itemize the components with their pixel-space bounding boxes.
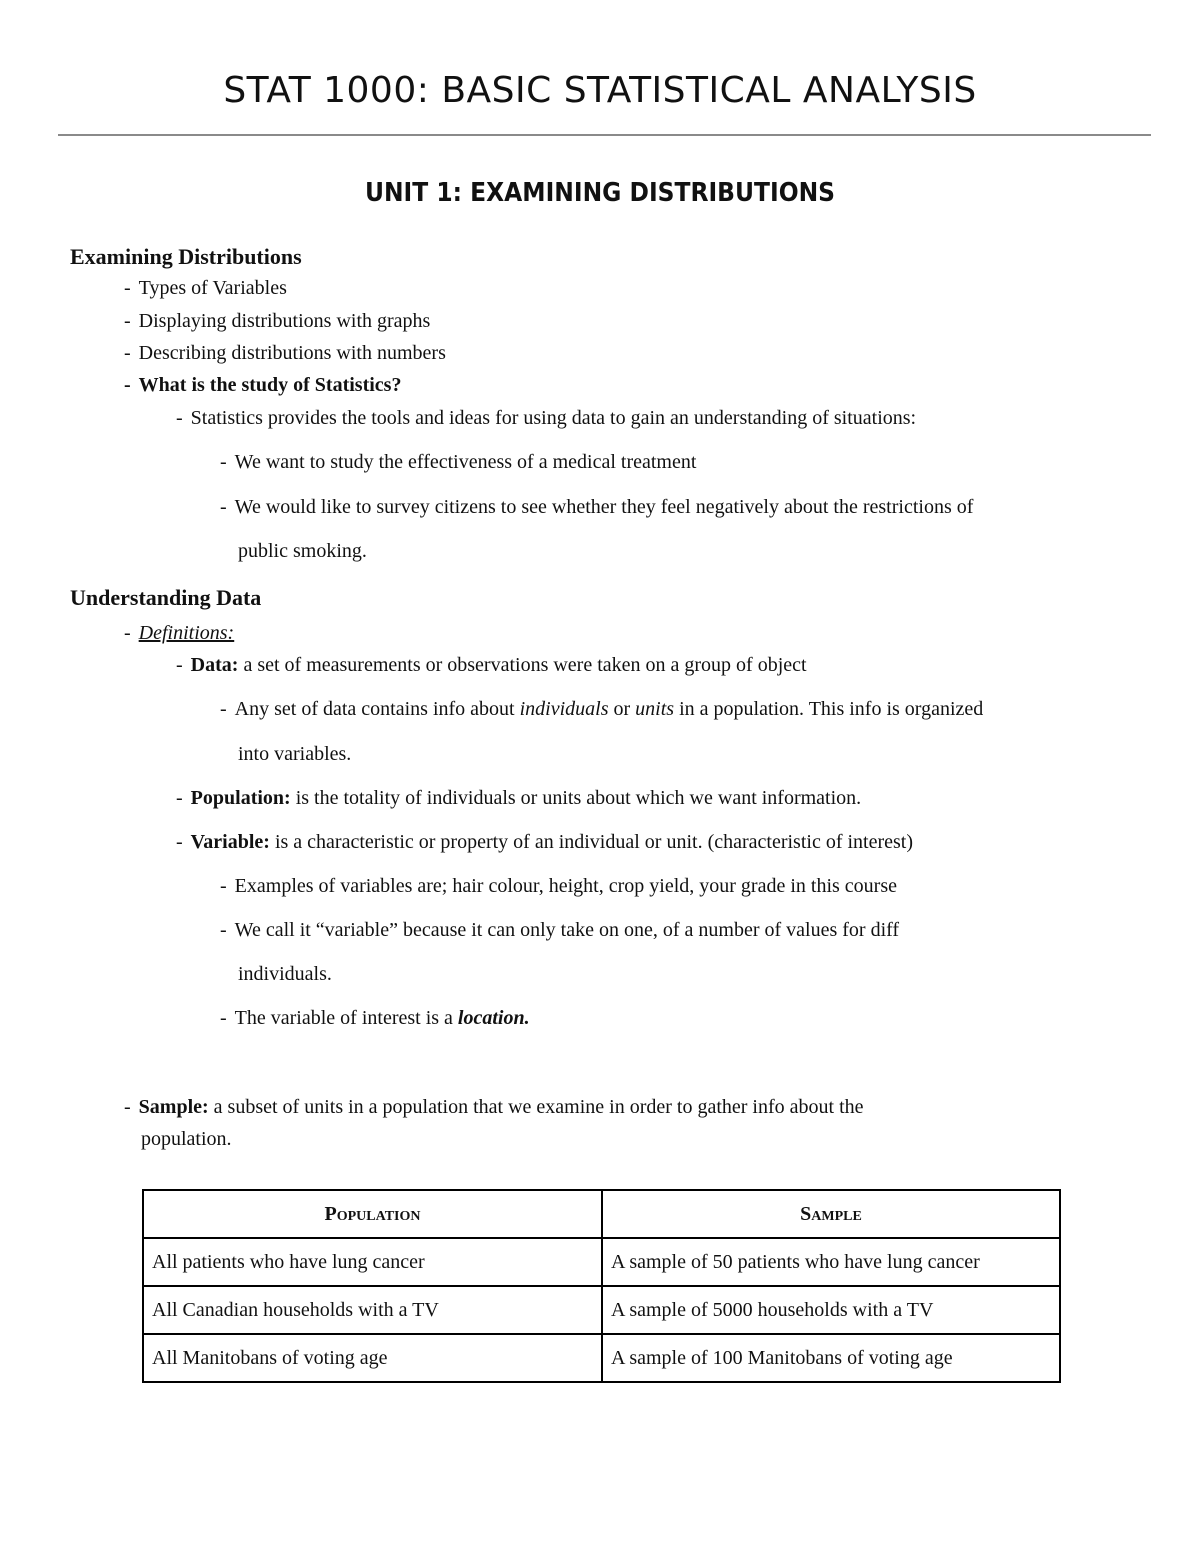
definition-data-note: - Any set of data contains info about individuals or units in a population. This info is organized	[220, 698, 984, 720]
list-item: - Describing distributions with numbers	[124, 342, 446, 364]
column-header-sample: Sample	[602, 1190, 1060, 1238]
list-item: - Types of Variables	[124, 277, 287, 299]
column-header-population: Population	[143, 1190, 602, 1238]
definition-sample-continued: population.	[141, 1128, 232, 1150]
variable-examples: - Examples of variables are; hair colour, height, crop yield, your grade in this course	[220, 875, 897, 897]
section-heading-examining-distributions: Examining Distributions	[70, 244, 302, 269]
table-cell: A sample of 50 patients who have lung cancer	[602, 1238, 1060, 1286]
table-cell: All patients who have lung cancer	[143, 1238, 602, 1286]
variable-why: - We call it “variable” because it can only take on one, of a number of values for diff	[220, 919, 900, 941]
table-cell: A sample of 100 Manitobans of voting age	[602, 1334, 1060, 1382]
document-title: STAT 1000: BASIC STATISTICAL ANALYSIS	[223, 70, 977, 111]
variable-why-continued: individuals.	[238, 963, 332, 985]
list-item: - Displaying distributions with graphs	[124, 310, 431, 332]
table-row	[143, 1334, 1060, 1382]
definition-data-note-continued: into variables.	[238, 743, 352, 765]
definitions-label: - Definitions:	[124, 622, 235, 644]
list-item-example: - We want to study the effectiveness of a medical treatment	[220, 451, 697, 473]
table-row	[143, 1286, 1060, 1334]
section-heading-understanding-data: Understanding Data	[70, 585, 262, 610]
definition-population: - Population: is the totality of individuals or units about which we want information.	[176, 787, 862, 809]
table-header-row	[143, 1190, 1060, 1238]
population-sample-table	[142, 1189, 1061, 1383]
list-item-example-continued: public smoking.	[238, 540, 367, 562]
table-cell: All Manitobans of voting age	[143, 1334, 602, 1382]
title-divider	[58, 134, 1151, 136]
table-row	[143, 1238, 1060, 1286]
list-item-answer: - Statistics provides the tools and ideas for using data to gain an understanding of situations:	[176, 407, 917, 429]
variable-location: - The variable of interest is a location.	[220, 1007, 530, 1029]
unit-title: UNIT 1: EXAMINING DISTRIBUTIONS	[364, 178, 836, 208]
definition-sample: - Sample: a subset of units in a population that we examine in order to gather info about the	[124, 1096, 864, 1118]
table-cell: A sample of 5000 households with a TV	[602, 1286, 1060, 1334]
table-cell: All Canadian households with a TV	[143, 1286, 602, 1334]
list-item-example: - We would like to survey citizens to see whether they feel negatively about the restrictions of	[220, 496, 974, 518]
definition-data: - Data: a set of measurements or observations were taken on a group of object	[176, 654, 807, 676]
list-item-question: - What is the study of Statistics?	[124, 374, 402, 396]
definition-variable: - Variable: is a characteristic or property of an individual or unit. (characteristic of interest)	[176, 831, 914, 853]
